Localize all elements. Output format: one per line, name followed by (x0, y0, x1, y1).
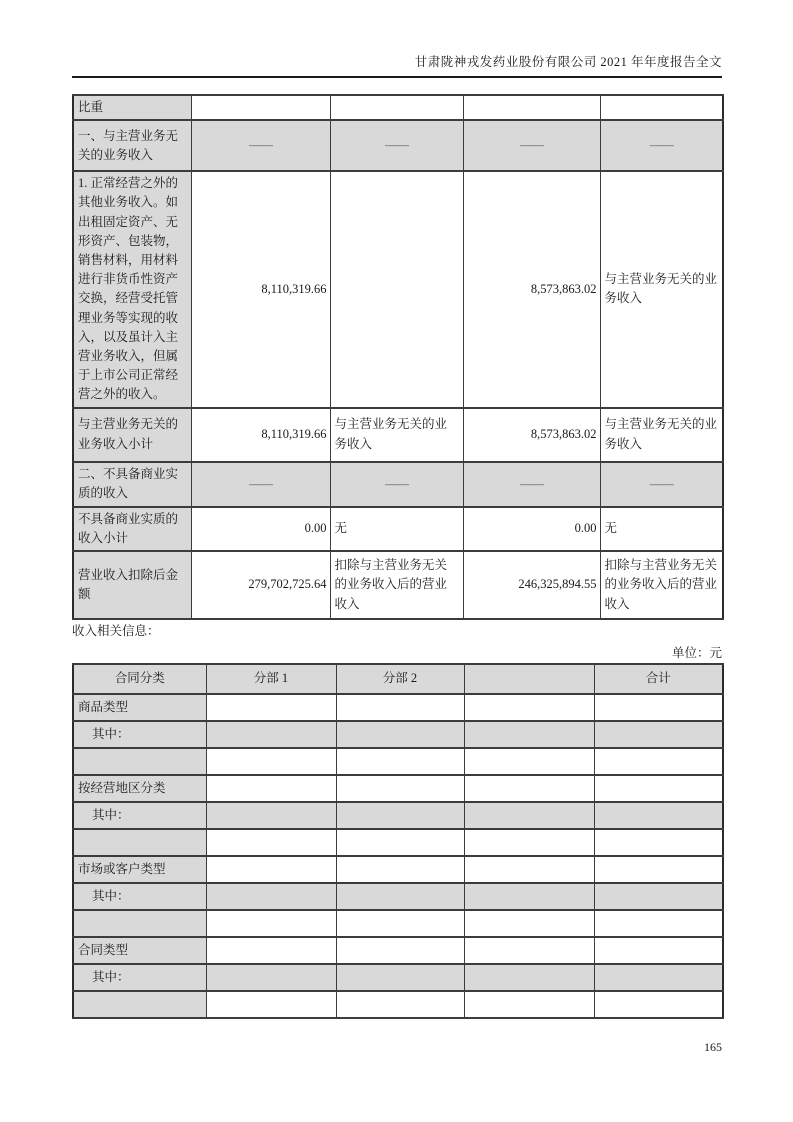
data-cell (206, 802, 336, 829)
row-label-cell: 合同类型 (73, 937, 206, 964)
table-row (73, 937, 723, 964)
data-cell (336, 991, 464, 1018)
dash-cell: —— (191, 120, 330, 171)
data-cell (336, 721, 464, 748)
data-cell (464, 964, 594, 991)
header-cell: 合计 (594, 664, 723, 694)
table-row (73, 721, 723, 748)
page-number: 165 (704, 1040, 722, 1054)
section-note: 收入相关信息： (72, 624, 160, 638)
data-cell (336, 937, 464, 964)
row-label-cell: 其中： (73, 721, 206, 748)
row-label-cell: 其中： (73, 964, 206, 991)
data-cell (336, 829, 464, 856)
header-cell: 分部 2 (336, 664, 464, 694)
data-cell (206, 937, 336, 964)
amount-cell: 8,110,319.66 (191, 171, 330, 407)
note-cell: 扣除与主营业务无关的业务收入后的营业收入 (600, 551, 723, 619)
data-cell (594, 748, 723, 775)
data-cell (594, 937, 723, 964)
revenue-deduction-table (72, 94, 724, 620)
table-row-other-income (73, 171, 723, 407)
data-cell (191, 95, 330, 120)
unit-label: 单位：元 (671, 646, 722, 660)
contract-classification-table (72, 663, 724, 1019)
row-label-cell: 市场或客户类型 (73, 856, 206, 883)
data-cell (206, 910, 336, 937)
data-cell (594, 694, 723, 721)
data-cell (206, 829, 336, 856)
data-cell (336, 775, 464, 802)
note-cell: 无 (600, 507, 723, 551)
row-label-cell: 不具备商业实质的收入小计 (73, 507, 191, 551)
table-row (73, 856, 723, 883)
header-cell: 合同分类 (73, 664, 206, 694)
data-cell (336, 694, 464, 721)
table-row (73, 829, 723, 856)
dash-cell: —— (330, 462, 463, 507)
header-cell: 分部 1 (206, 664, 336, 694)
data-cell (600, 95, 723, 120)
dash-cell: —— (600, 462, 723, 507)
row-label-cell: 二、不具备商业实质的收入 (73, 462, 191, 507)
data-cell (206, 856, 336, 883)
table-header-row (73, 664, 723, 694)
data-cell (594, 991, 723, 1018)
data-cell (336, 802, 464, 829)
data-cell (330, 171, 463, 407)
data-cell (464, 883, 594, 910)
data-cell (464, 910, 594, 937)
table-row-nonsubstance-subtotal (73, 507, 723, 551)
row-label-cell: 一、与主营业务无关的业务收入 (73, 120, 191, 171)
table-row-deducted-amount (73, 551, 723, 619)
row-label-cell: 比重 (73, 95, 191, 120)
data-cell (463, 95, 600, 120)
data-cell (464, 721, 594, 748)
row-label-cell: 与主营业务无关的业务收入小计 (73, 408, 191, 462)
data-cell (206, 694, 336, 721)
page-header (72, 52, 722, 78)
row-label-cell (73, 829, 206, 856)
data-cell (464, 991, 594, 1018)
data-cell (464, 748, 594, 775)
data-cell (206, 748, 336, 775)
header-cell (464, 664, 594, 694)
amount-cell: 246,325,894.55 (463, 551, 600, 619)
row-label-cell: 其中： (73, 802, 206, 829)
note-cell: 与主营业务无关的业务收入 (330, 408, 463, 462)
data-cell (464, 856, 594, 883)
data-cell (206, 721, 336, 748)
amount-cell: 8,110,319.66 (191, 408, 330, 462)
header-title: 甘肃陇神戎发药业股份有限公司 2021 年年度报告全文 (414, 55, 722, 69)
data-cell (594, 964, 723, 991)
data-cell (464, 937, 594, 964)
note-cell: 与主营业务无关的业务收入 (600, 171, 723, 407)
table-row (73, 991, 723, 1018)
row-label-cell: 1. 正常经营之外的其他业务收入。如出租固定资产、无形资产、包装物，销售材料，用材料进行非货币性资产交换，经营受托管理业务等实现的收入，以及虽计入主营业务收入，但属于上市公司正常经营之外的收入。 (73, 171, 191, 407)
data-cell (336, 856, 464, 883)
data-cell (206, 991, 336, 1018)
table-row-section-one (73, 120, 723, 171)
data-cell (336, 910, 464, 937)
table-row-ratio (73, 95, 723, 120)
data-cell (206, 775, 336, 802)
data-cell (336, 883, 464, 910)
data-cell (330, 95, 463, 120)
row-label-cell: 营业收入扣除后金额 (73, 551, 191, 619)
data-cell (594, 856, 723, 883)
data-cell (594, 883, 723, 910)
table-row-unrelated-subtotal (73, 408, 723, 462)
table-row (73, 802, 723, 829)
note-cell: 扣除与主营业务无关的业务收入后的营业收入 (330, 551, 463, 619)
amount-cell: 0.00 (191, 507, 330, 551)
data-cell (594, 910, 723, 937)
data-cell (464, 775, 594, 802)
row-label-cell (73, 991, 206, 1018)
note-cell: 与主营业务无关的业务收入 (600, 408, 723, 462)
data-cell (594, 802, 723, 829)
data-cell (336, 748, 464, 775)
row-label-cell: 其中： (73, 883, 206, 910)
table-row (73, 694, 723, 721)
dash-cell: —— (463, 120, 600, 171)
data-cell (206, 883, 336, 910)
data-cell (594, 775, 723, 802)
dash-cell: —— (330, 120, 463, 171)
dash-cell: —— (463, 462, 600, 507)
row-label-cell (73, 910, 206, 937)
note-cell: 无 (330, 507, 463, 551)
table-row (73, 748, 723, 775)
dash-cell: —— (600, 120, 723, 171)
table-row (73, 964, 723, 991)
amount-cell: 0.00 (463, 507, 600, 551)
data-cell (464, 829, 594, 856)
row-label-cell (73, 748, 206, 775)
table-row-section-two (73, 462, 723, 507)
row-label-cell: 商品类型 (73, 694, 206, 721)
data-cell (464, 694, 594, 721)
amount-cell: 8,573,863.02 (463, 171, 600, 407)
data-cell (594, 829, 723, 856)
amount-cell: 8,573,863.02 (463, 408, 600, 462)
data-cell (206, 964, 336, 991)
data-cell (464, 802, 594, 829)
table-row (73, 910, 723, 937)
amount-cell: 279,702,725.64 (191, 551, 330, 619)
data-cell (594, 721, 723, 748)
row-label-cell: 按经营地区分类 (73, 775, 206, 802)
table-row (73, 775, 723, 802)
dash-cell: —— (191, 462, 330, 507)
table-row (73, 883, 723, 910)
data-cell (336, 964, 464, 991)
